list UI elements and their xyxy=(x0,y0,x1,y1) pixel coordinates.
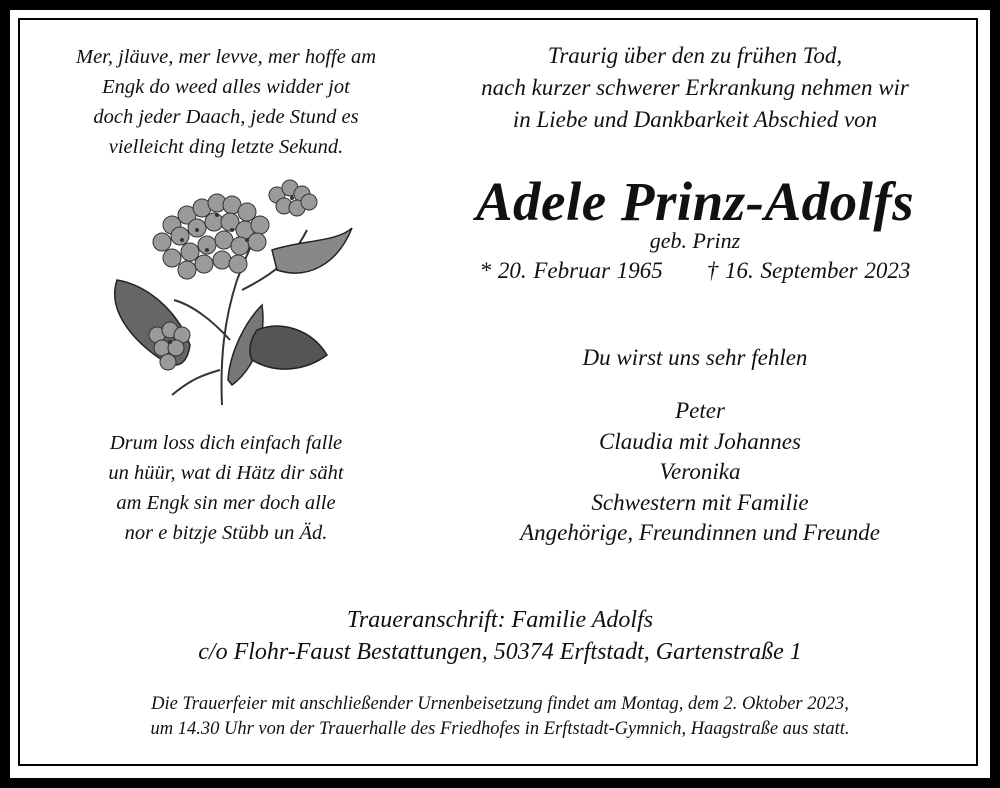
service-line: Die Trauerfeier mit anschließender Urnenbeisetzung findet am Montag, dem 2. Oktober 2023, xyxy=(151,694,849,714)
life-dates xyxy=(430,258,960,284)
mourner: Angehörige, Freundinnen und Freunde xyxy=(520,520,880,545)
intro-line: nach kurzer schwerer Erkrankung nehmen wir xyxy=(481,75,909,100)
address-line: c/o Flohr-Faust Bestattungen, 50374 Erftstadt, Gartenstraße 1 xyxy=(198,639,802,665)
obituary-notice xyxy=(10,10,990,778)
birth-date: * 20. Februar 1965 xyxy=(479,258,663,283)
hydrangea-flower-icon xyxy=(102,170,354,410)
verse-line: un hüür, wat di Hätz dir säht xyxy=(108,462,344,484)
deceased-name: Adele Prinz-Adolfs xyxy=(475,171,915,232)
verse-bottom xyxy=(36,428,416,548)
intro-text xyxy=(430,40,960,136)
service-info xyxy=(50,692,950,742)
verse-line: vielleicht ding letzte Sekund. xyxy=(108,136,344,158)
mourner: Peter xyxy=(675,398,725,423)
mourner: Veronika xyxy=(659,459,741,484)
service-line: um 14.30 Uhr von der Trauerhalle des Friedhofes in Erftstadt-Gymnich, Haagstraße aus statt. xyxy=(150,719,850,739)
address-line: Traueranschrift: Familie Adolfs xyxy=(346,607,654,633)
verse-top xyxy=(36,42,416,162)
mourner: Schwestern mit Familie xyxy=(591,489,809,515)
verse-line: Engk do weed alles widder jot xyxy=(102,76,350,98)
death-date: † 16. September 2023 xyxy=(706,258,911,283)
verse-line: Mer, jläuve, mer levve, mer hoffe am xyxy=(76,46,376,68)
verse-line: am Engk sin mer doch alle xyxy=(116,492,336,514)
mourning-address xyxy=(110,604,890,668)
verse-line: doch jeder Daach, jede Stund es xyxy=(93,106,359,128)
intro-line: in Liebe und Dankbarkeit Abschied von xyxy=(512,107,878,132)
mourner: Claudia mit Johannes xyxy=(599,428,801,454)
farewell-line: Du wirst uns sehr fehlen xyxy=(582,345,808,370)
mourners-list xyxy=(430,396,970,549)
verse-line: nor e bitzje Stübb un Äd. xyxy=(124,522,328,544)
birth-name: geb. Prinz xyxy=(649,228,741,253)
verse-line: Drum loss dich einfach falle xyxy=(109,432,343,454)
intro-line: Traurig über den zu frühen Tod, xyxy=(547,43,843,68)
